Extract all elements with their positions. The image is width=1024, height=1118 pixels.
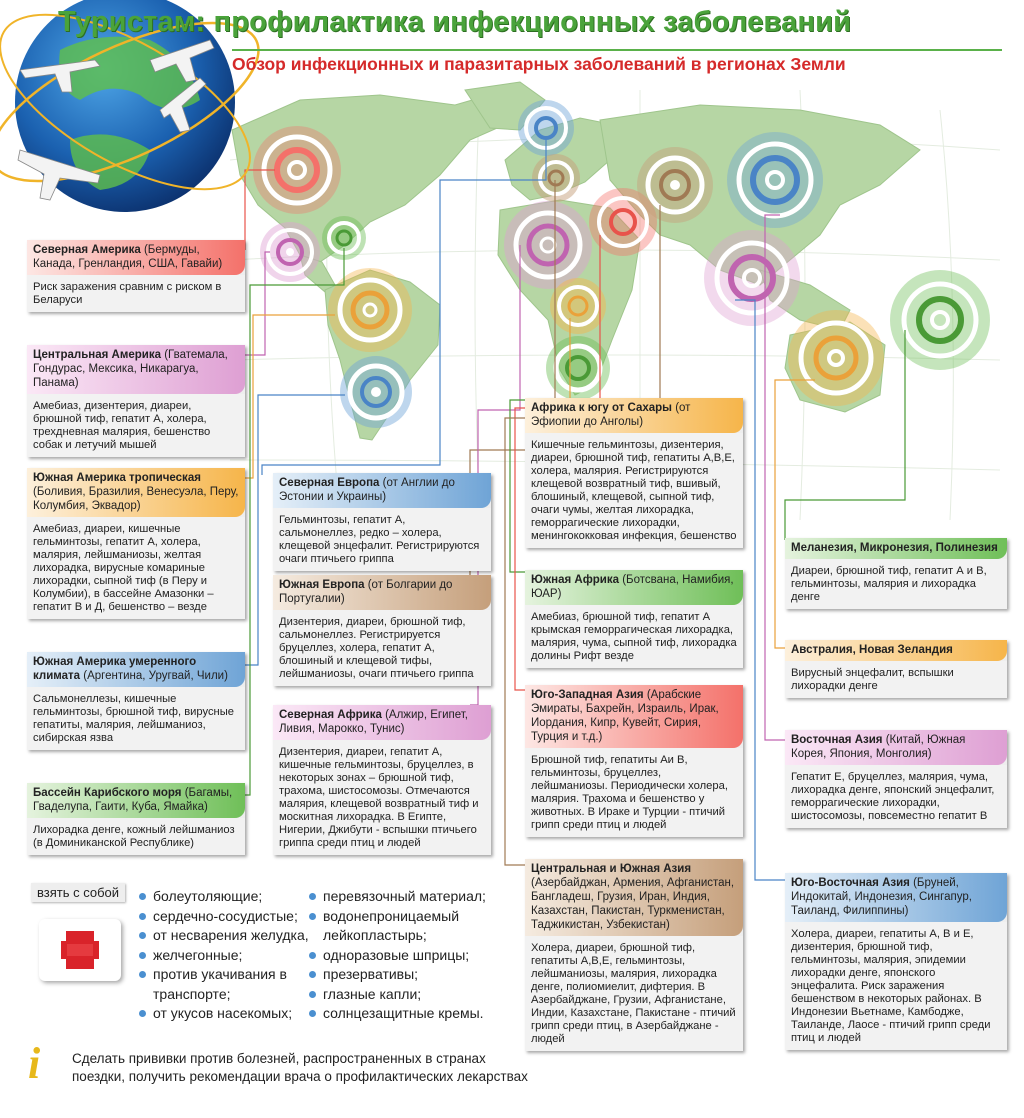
vaccination-note: Сделать прививки против болезней, распространенных в странах поездки, получить рекомендации врача о профилактических лекарствах [72,1051,528,1084]
target-south-europe [532,154,580,202]
region-card-north-europe [273,473,491,571]
target-south-america-temperate [340,356,412,428]
target-south-america-tropical [328,268,412,352]
region-header: Центральная и Южная Азия (Азербайджан, Армения, Афганистан, Бангладеш, Грузия, Иран, Индия, Казахстан, Пакистан, Туркменистан, Таджикистан, Узбекистан) [525,859,743,936]
region-card-east-asia [785,730,1007,828]
region-diseases: Амебиаз, дизентерия, диареи, брюшной тиф, гепатит А, холера, трехдневная малярия, бешенство собак и летучий мышей [27,394,245,457]
region-card-australia [785,640,1007,698]
region-diseases: Сальмонеллезы, кишечные гельминтозы, брюшной тиф, вирусные гепатиты, малярия, лейшманиоз, сибирская язва [27,687,245,750]
list-item: презервативы; [307,965,497,985]
region-header: Меланезия, Микронезия, Полинезия [785,538,1007,559]
info-icon: i [28,1039,41,1088]
region-header: Южная Америка тропическая (Боливия, Бразилия, Венесуэла, Перу, Колумбия, Эквадор) [27,468,245,517]
target-australia [788,310,884,406]
list-item: сердечно-сосудистые; [137,907,327,927]
list-item: солнцезащитные кремы. [307,1004,497,1024]
region-diseases: Дизентерия, диареи, гепатит А, кишечные гельминтозы, бруцеллез, в некоторых зонах – брюшной тиф, трахома, шистосомозы. Отмечаются малярия, клещевой возвратный тиф и москитная лихорадка. В Египте, Нигерии, Джибути - вспышки птичьего гриппа среди птиц и людей [273,740,491,855]
region-header: Восточная Азия (Китай, Южная Корея, Япония, Монголия) [785,730,1007,765]
target-se-asia [704,230,800,326]
list-item: лейкопластырь; [323,927,427,943]
target-sub-saharan [550,278,606,334]
list-item: от укусов насекомых; [137,1004,327,1024]
region-header: Африка к югу от Сахары (от Эфиопии до Анголы) [525,398,743,433]
region-diseases: Гельминтозы, гепатит А, сальмонеллез, редко – холера, клещевой энцефалит. Регистрируются очаги птичьего гриппа [273,508,491,571]
region-header: Австралия, Новая Зеландия [785,640,1007,661]
region-header: Южная Европа (от Болгарии до Португалии) [273,575,491,610]
region-diseases: Брюшной тиф, гепатиты Аи В, гельминтозы, бруцеллез, лейшманиозы. Периодически холера, малярия. Трахома и бешенство у животных. В Ираке и Турции - птичий грипп среди птиц и людей [525,748,743,837]
region-header: Бассейн Карибского моря (Багамы, Гваделупа, Гаити, Куба, Ямайка) [27,783,245,818]
list-item: от несварения желудка, [137,926,327,946]
list-item: против укачивания в [137,965,327,985]
region-header: Северная Африка (Алжир, Египет, Ливия, Марокко, Тунис) [273,705,491,740]
page-subtitle: Обзор инфекционных и паразитарных заболеваний в регионах Земли [232,54,846,74]
region-diseases: Диареи, брюшной тиф, гепатит А и В, гельминтозы, малярия и лихорадка денге [785,559,1007,609]
list-item: одноразовые шприцы; [307,946,497,966]
region-card-south-africa [525,570,743,668]
region-card-south-america-temperate [27,652,245,750]
region-card-se-asia [785,873,1007,1050]
region-card-south-europe [273,575,491,686]
region-card-central-south-asia [525,859,743,1051]
region-header: Юго-Восточная Азия (Бруней, Индокитай, Индонезия, Сингапур, Таиланд, Филиппины) [785,873,1007,922]
kit-list-column-1 [137,887,327,1024]
region-diseases: Кишечные гельминтозы, дизентерия, диареи, брюшной тиф, гепатиты А,В,Е, холера, малярия. Регистрируются клещевой возвратный тиф, вшивый, блошиный, клещевой, сыпной тиф, очаги чумы, желтая лихорадка, геморрагические лихорадки, менингококковая инфекция, бешенство [525,433,743,548]
list-item: транспорте; [153,985,231,1002]
region-diseases: Амебиаз, брюшной тиф, гепатит А крымская геморрагическая лихорадка, малярия, чума, сыпной тиф, лихорадка долины Рифт везде [525,605,743,668]
region-card-sub-saharan-africa [525,398,743,548]
region-card-sw-asia [525,685,743,837]
title-divider [232,49,1002,51]
list-item: водонепроницаемый [307,907,497,927]
region-card-central-america [27,345,245,457]
region-header: Южная Африка (Ботсвана, Намибия, ЮАР) [525,570,743,605]
kit-list-column-2 [307,887,497,1024]
take-with-you-section [27,877,497,1032]
region-header: Северная Америка (Бермуды, Канада, Гренландия, США, Гавайи) [27,240,245,275]
region-card-north-africa [273,705,491,855]
region-card-caribbean [27,783,245,855]
target-north-africa [504,201,592,289]
first-aid-kit-icon [39,919,121,981]
region-diseases: Лихорадка денге, кожный лейшманиоз (в Доминиканской Республике) [27,818,245,855]
region-header: Центральная Америка (Гватемала, Гондурас, Мексика, Никарагуа, Панама) [27,345,245,394]
region-diseases: Холера, диареи, брюшной тиф, гепатиты А,В,Е, гельминтозы, лейшманиозы, малярия, лихорадка денге, полиомиелит, дифтерия. В Азербайджане, Грузии, Афганистане, Индии, Казахстане, Пакистане - птичий грипп среди птиц, в Азербайджане - людей [525,936,743,1051]
list-item: болеутоляющие; [137,887,327,907]
region-diseases: Вирусный энцефалит, вспышки лихорадки денге [785,661,1007,698]
region-diseases: Дизентерия, диареи, брюшной тиф, сальмонеллез. Регистрируется бруцеллез, холера, гепатит А, блошиный и клещевой тифы, лейшманиозы, очаги птичьего гриппа [273,610,491,686]
target-east-asia [727,132,823,228]
list-item: перевязочный материал; [307,887,497,907]
region-diseases: Амебиаз, диареи, кишечные гельминтозы, гепатит А, холера, малярия, лейшманиозы, желтая лихорадка, вирусные комариные лихорадки, сыпной тиф (в Перу и Колумбии), в бассейне Амазонки – гепатит В и Д, бешенство – везде [27,517,245,619]
region-header: Южная Америка умеренного климата (Аргентина, Уругвай, Чили) [27,652,245,687]
region-diseases: Риск заражения сравним с риском в Беларуси [27,275,245,312]
target-central-asia [637,147,713,223]
region-card-north-america [27,240,245,312]
list-item: глазные капли; [307,985,497,1005]
region-card-oceania [785,538,1007,609]
region-header: Юго-Западная Азия (Арабские Эмираты, Бахрейн, Израиль, Ирак, Иордания, Кипр, Кувейт, Сирия, Турция и т.д.) [525,685,743,748]
take-with-you-label: взять с собой [31,883,125,902]
region-diseases: Гепатит Е, бруцеллез, малярия, чума, лихорадка денге, японский энцефалит, геморрагические лихорадки, шистосомозы, повсеместно гепатит В [785,765,1007,828]
region-card-south-america-tropical [27,468,245,619]
region-diseases: Холера, диареи, гепатиты А, В и Е, дизентерия, брюшной тиф, гельминтозы, малярия, эпидемии лихорадки денге, японского энцефалита. Риск заражения бешенством в некоторых районах. В Индонезии Вьетнаме, Камбодже, Таиланде, Лаосе - птичий грипп среди птиц и людей [785,922,1007,1050]
region-header: Северная Европа (от Англии до Эстонии и Украины) [273,473,491,508]
list-item: желчегонные; [137,946,327,966]
page-title: Туристам: профилактика инфекционных заболеваний [58,6,852,38]
